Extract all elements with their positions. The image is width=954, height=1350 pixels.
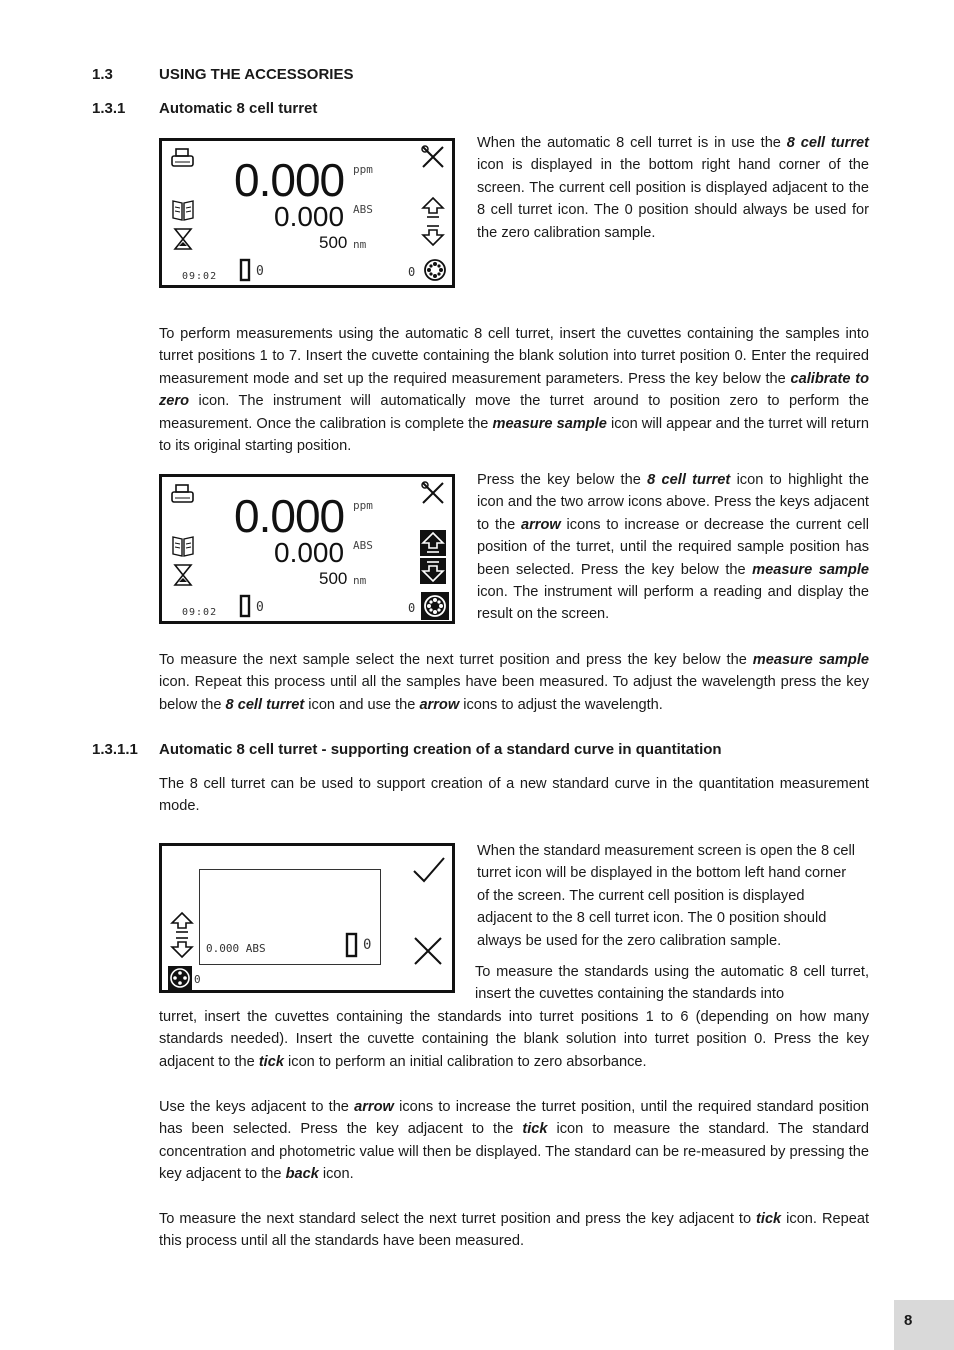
hourglass-icon	[172, 227, 194, 251]
para-5: The 8 cell turret can be used to support creation of a new standard curve in the quantitation measurement mode.	[159, 776, 869, 815]
abs-unit: ABS	[353, 203, 373, 216]
subsubsection-title: Automatic 8 cell turret - supporting creation of a standard curve in quantitation	[159, 741, 722, 758]
instrument-screen-3	[159, 843, 455, 993]
open-book-icon	[171, 534, 195, 558]
main-unit: ppm	[353, 163, 373, 176]
clock-time: 09:02	[182, 607, 218, 618]
clock-time: 09:02	[182, 271, 218, 282]
para-7a: To measure the standards using the automatic 8 cell turret, insert the cuvettes containing the standards into	[475, 964, 869, 1003]
standard-reading: 0.000 ABS	[206, 942, 266, 955]
cuvette-icon	[239, 594, 251, 618]
wavelength-value: 500	[319, 569, 348, 588]
abs-reading: 0.000	[274, 537, 345, 568]
turret-position: 0	[194, 973, 202, 986]
subsection-number: 1.3.1	[92, 100, 126, 117]
para-4: To measure the next sample select the next turret position and press the key below the measure sample icon. Repeat this process until all the samples have been measured. To adjust the wavelength press the key below the 8 cell turret icon and use the arrow icons to adjust the wavelength.	[159, 652, 869, 713]
wavelength-value: 500	[319, 233, 348, 252]
section-number: 1.3	[92, 66, 113, 83]
arrow-down-icon	[170, 935, 194, 959]
arrow-up-icon	[170, 911, 194, 935]
cell-number: 0	[363, 937, 373, 953]
turret-icon-highlighted	[168, 966, 192, 990]
print-icon	[170, 483, 196, 507]
arrow-up-icon-highlighted	[420, 530, 446, 556]
cuvette-icon	[345, 932, 359, 958]
abs-reading: 0.000	[274, 201, 345, 232]
turret-position: 0	[408, 265, 417, 279]
section-title: USING THE ACCESSORIES	[159, 66, 354, 83]
cuvette-icon	[239, 258, 251, 282]
turret-icon	[423, 258, 447, 282]
para-8: Use the keys adjacent to the arrow icons to increase the turret position, until the required standard position has been selected. Press the key adjacent to the tick icon to measure the standard. The standard concentration and photometric value will then be displayed. The standard can be re-measured by pressing the key adjacent to the back icon.	[159, 1099, 869, 1183]
turret-icon-highlighted	[421, 592, 449, 620]
para-6: When the standard measurement screen is open the 8 cell turret icon will be displayed in the bottom left hand corner of the screen. The current cell position is displayed adjacent to the 8 cell turret icon. The 0 position should always be used for the zero calibration sample.	[477, 843, 856, 949]
main-unit: ppm	[353, 499, 373, 512]
turret-position: 0	[408, 601, 417, 615]
print-icon	[170, 147, 196, 171]
para-3: Press the key below the 8 cell turret icon to highlight the icon and the two arrow icons above. Press the keys adjacent to the arrow icons to increase or decrease the current cell position of the turret, until the required sample position has been selected. Press the key below the measure sample icon. The instrument will perform a reading and display the result on the screen.	[477, 472, 870, 623]
open-book-icon	[171, 198, 195, 222]
arrow-down-icon	[421, 223, 445, 247]
arrow-up-icon	[421, 196, 445, 220]
tools-icon	[419, 143, 447, 171]
subsubsection-number: 1.3.1.1	[92, 741, 138, 758]
tick-icon	[411, 855, 447, 885]
main-reading: 0.000	[234, 490, 345, 542]
para-7b: turret, insert the cuvettes containing the standards into turret positions 1 to 6 (depending on how many standards needed). Insert the cuvette containing the blank solution into turret position 0. Press the key adjacent to the tick icon to perform an initial calibration to zero absorbance.	[159, 1009, 869, 1070]
page-number: 8	[894, 1300, 954, 1350]
wavelength-unit: nm	[353, 574, 367, 587]
cross-icon	[413, 936, 443, 966]
hourglass-icon	[172, 563, 194, 587]
instrument-screen-2	[159, 474, 455, 624]
wavelength-unit: nm	[353, 238, 367, 251]
cell-number: 0	[256, 600, 265, 615]
para-2: To perform measurements using the automatic 8 cell turret, insert the cuvettes containing the samples into turret positions 1 to 7. Insert the cuvette containing the blank solution into turret position 0. Enter the required measurement mode and set up the required measurement parameters. Press the key below the calibrate to zero icon. The instrument will automatically move the turret around to position zero to perform the measurement. Once the calibration is complete the measure sample icon will appear and the turret will return to its original starting position.	[159, 326, 870, 455]
para-1: When the automatic 8 cell turret is in use the 8 cell turret icon is displayed in the bottom right hand corner of the screen. The current cell position is displayed adjacent to the 8 cell turret icon. The 0 position should always be used for the zero calibration sample.	[477, 135, 869, 241]
abs-unit: ABS	[353, 539, 373, 552]
main-reading: 0.000	[234, 154, 345, 206]
tools-icon	[419, 479, 447, 507]
arrow-down-icon-highlighted	[420, 558, 446, 584]
instrument-screen-1	[159, 138, 455, 288]
subsection-title: Automatic 8 cell turret	[159, 100, 318, 117]
para-9: To measure the next standard select the next turret position and press the key adjacent to tick icon. Repeat this process until all the standards have been measured.	[159, 1211, 870, 1250]
cell-number: 0	[256, 264, 265, 279]
